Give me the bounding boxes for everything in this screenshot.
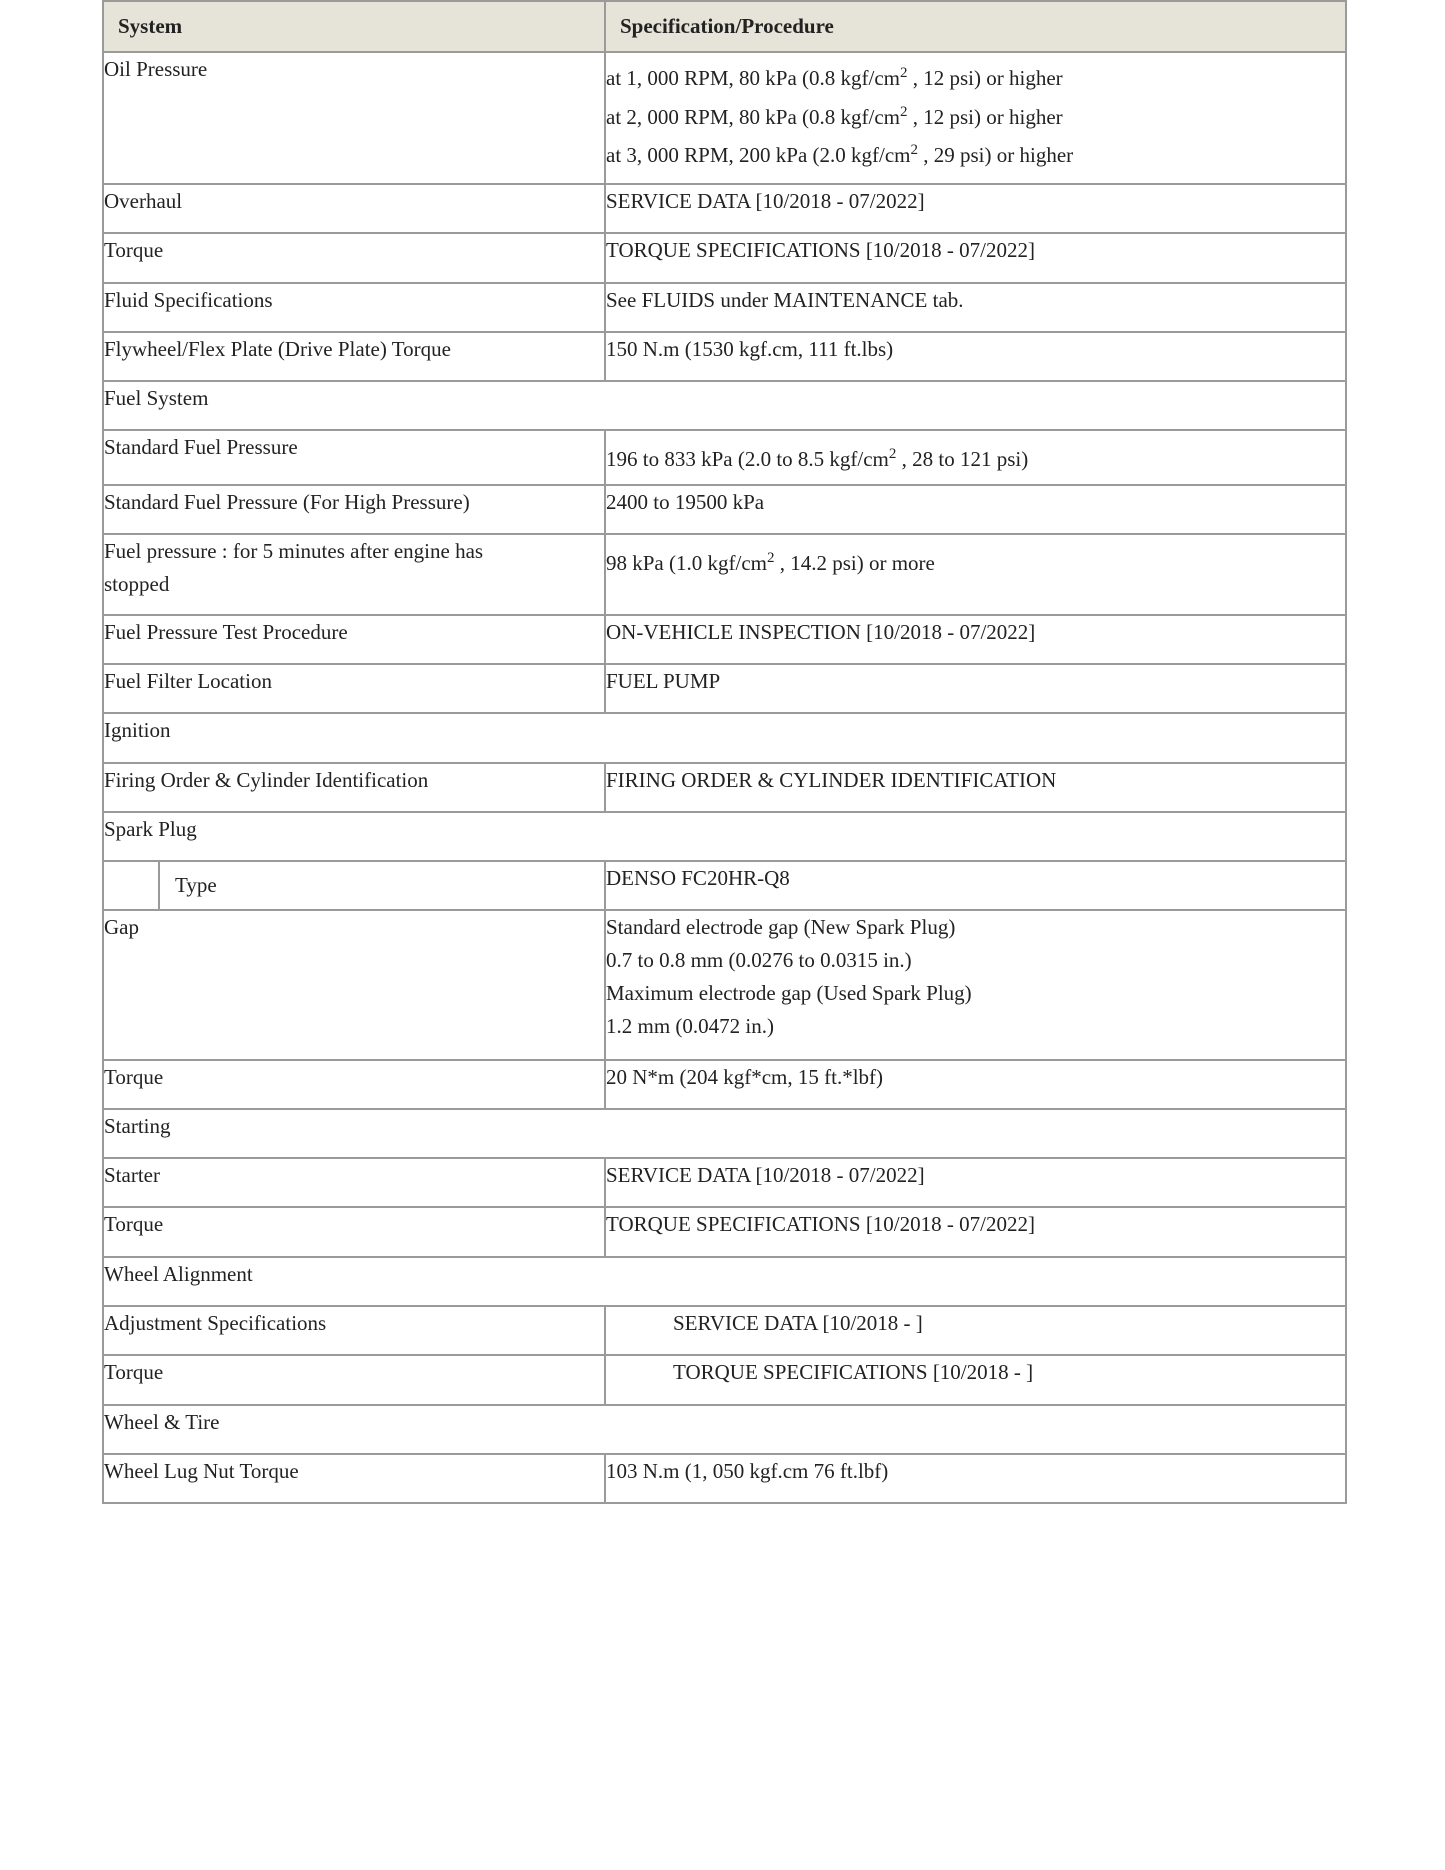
starter-label: Starter — [103, 1158, 605, 1207]
spark-plug-heading: Spark Plug — [103, 812, 1346, 861]
spark-plug-torque-label: Torque — [103, 1060, 605, 1109]
table-row — [103, 1158, 1346, 1207]
fuel-filter-location-label: Fuel Filter Location — [103, 664, 605, 713]
fluid-specifications-label: Fluid Specifications — [103, 283, 605, 332]
table-row — [103, 763, 1346, 812]
section-row — [103, 1257, 1346, 1306]
wheel-tire-heading: Wheel & Tire — [103, 1405, 1346, 1454]
wheel-alignment-heading: Wheel Alignment — [103, 1257, 1346, 1306]
table-row — [103, 664, 1346, 713]
table-row — [103, 861, 1346, 910]
oil-pressure-values — [605, 52, 1346, 184]
starting-heading: Starting — [103, 1109, 1346, 1158]
fuel-filter-location-link[interactable]: FUEL PUMP — [605, 664, 1346, 713]
wheel-lug-nut-torque-label: Wheel Lug Nut Torque — [103, 1454, 605, 1503]
starter-link[interactable]: SERVICE DATA [10/2018 - 07/2022] — [605, 1158, 1346, 1207]
oil-pressure-line: at 1, 000 RPM, 80 kPa (0.8 kgf/$cm^2$ , 12 psi) or higher — [606, 65, 1063, 90]
standard-fuel-pressure-label: Standard Fuel Pressure — [103, 430, 605, 485]
standard-fuel-pressure-value: 196 to 833 kPa (2.0 to 8.5 kgf/$cm^2$ , 28 to 121 psi) — [605, 430, 1346, 485]
firing-order-link[interactable]: FIRING ORDER & CYLINDER IDENTIFICATION — [605, 763, 1346, 812]
firing-order-label: Firing Order & Cylinder Identification — [103, 763, 605, 812]
oil-pressure-label: Oil Pressure — [103, 52, 605, 184]
indent-spacer — [104, 862, 160, 909]
overhaul-link[interactable]: SERVICE DATA [10/2018 - 07/2022] — [605, 184, 1346, 233]
engine-torque-label: Torque — [103, 233, 605, 283]
alignment-torque-label: Torque — [103, 1355, 605, 1405]
section-row — [103, 1405, 1346, 1454]
table-row — [103, 184, 1346, 233]
alignment-torque-link[interactable]: TORQUE SPECIFICATIONS [10/2018 - ] — [605, 1355, 1346, 1405]
engine-torque-link[interactable]: TORQUE SPECIFICATIONS [10/2018 - 07/2022] — [605, 233, 1346, 283]
spark-plug-gap-label: Gap — [103, 910, 605, 1060]
wheel-lug-nut-torque-value: 103 N.m (1, 050 kgf.cm 76 ft.lbf) — [605, 1454, 1346, 1503]
oil-pressure-line: at 2, 000 RPM, 80 kPa (0.8 kgf/$cm^2$ , 12 psi) or higher — [606, 103, 1063, 129]
section-row — [103, 1109, 1346, 1158]
table-row — [103, 283, 1346, 332]
header-specification: Specification/Procedure — [605, 1, 1346, 52]
high-pressure-value: 2400 to 19500 kPa — [605, 485, 1346, 534]
fuel-system-heading: Fuel System — [103, 381, 1346, 430]
header-system: System — [103, 1, 605, 52]
table-row — [103, 485, 1346, 534]
gap-line: 0.7 to 0.8 mm (0.0276 to 0.0315 in.) — [606, 948, 912, 972]
fuel-pressure-test-link[interactable]: ON-VEHICLE INSPECTION [10/2018 - 07/2022] — [605, 615, 1346, 664]
spark-plug-type-label: Type — [175, 873, 217, 897]
header-row — [103, 1, 1346, 52]
adjustment-specifications-link[interactable]: SERVICE DATA [10/2018 - ] — [605, 1306, 1346, 1355]
table-row — [103, 332, 1346, 381]
fuel-pressure-after-stop-value: 98 kPa (1.0 kgf/$cm^2$ , 14.2 psi) or more — [605, 534, 1346, 615]
fuel-pressure-after-stop-label: Fuel pressure : for 5 minutes after engine has stopped — [103, 534, 605, 615]
table-row — [103, 910, 1346, 1060]
spark-plug-gap-values — [605, 910, 1346, 1060]
gap-line: 1.2 mm (0.0472 in.) — [606, 1014, 774, 1038]
table-row — [103, 233, 1346, 283]
spark-plug-torque-value: 20 N*m (204 kgf*cm, 15 ft.*lbf) — [605, 1060, 1346, 1109]
table-row — [103, 1306, 1346, 1355]
table-row — [103, 1355, 1346, 1405]
table-row — [103, 430, 1346, 485]
ignition-heading: Ignition — [103, 713, 1346, 763]
spark-plug-type-label-cell — [103, 861, 605, 910]
gap-line: Maximum electrode gap (Used Spark Plug) — [606, 981, 972, 1005]
table-row — [103, 1207, 1346, 1257]
specifications-table — [102, 0, 1347, 1504]
starting-torque-link[interactable]: TORQUE SPECIFICATIONS [10/2018 - 07/2022] — [605, 1207, 1346, 1257]
fuel-pressure-test-label: Fuel Pressure Test Procedure — [103, 615, 605, 664]
flywheel-torque-label: Flywheel/Flex Plate (Drive Plate) Torque — [103, 332, 605, 381]
starting-torque-label: Torque — [103, 1207, 605, 1257]
oil-pressure-line: at 3, 000 RPM, 200 kPa (2.0 kgf/$cm^2$ , 29 psi) or higher — [606, 142, 1074, 167]
spark-plug-type-value: DENSO FC20HR-Q8 — [605, 861, 1346, 910]
table-row — [103, 52, 1346, 184]
section-row — [103, 812, 1346, 861]
section-row — [103, 381, 1346, 430]
table-row — [103, 1060, 1346, 1109]
gap-line: Standard electrode gap (New Spark Plug) — [606, 915, 956, 939]
table-row — [103, 1454, 1346, 1503]
high-pressure-label: Standard Fuel Pressure (For High Pressure) — [103, 485, 605, 534]
overhaul-label: Overhaul — [103, 184, 605, 233]
section-row — [103, 713, 1346, 763]
table-row — [103, 615, 1346, 664]
adjustment-specifications-label: Adjustment Specifications — [103, 1306, 605, 1355]
flywheel-torque-value: 150 N.m (1530 kgf.cm, 111 ft.lbs) — [605, 332, 1346, 381]
fluid-specifications-value: See FLUIDS under MAINTENANCE tab. — [605, 283, 1346, 332]
table-row — [103, 534, 1346, 615]
